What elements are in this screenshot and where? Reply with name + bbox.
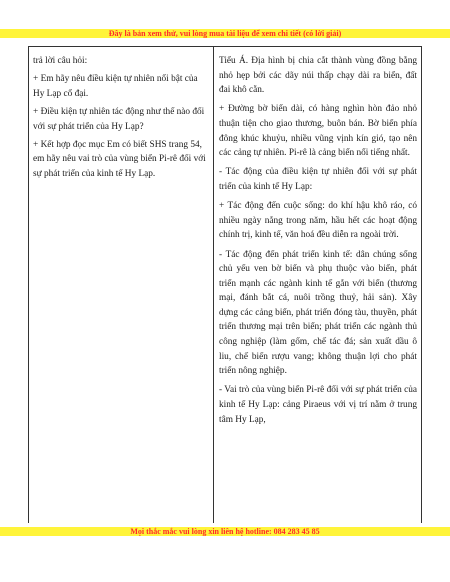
- column-divider: [213, 47, 214, 523]
- right-column: [219, 54, 417, 432]
- hotline-banner: [0, 527, 450, 536]
- right-paragraph: - Tác động đến phát triển kinh tế: dân chúng sống chủ yếu ven bờ biển và phụ thuộc vào biển, phát triển mạnh các ngành kinh tế gắn với biển (thương mại, đánh bắt cá, nuôi trồng thuỷ, hải sản). Xây dựng các cảng biển, phát triển đóng tàu, thuyền, phát triển thương mại trên biển; phát triển các ngành thủ công nghiệp (làm gốm, chế tác đá; sản xuất dầu ô liu, chế biến rượu vang; không thuận lợi cho phát triển nông nghiệp.: [219, 249, 417, 377]
- left-paragraph: + Em hãy nêu điều kiện tự nhiên nổi bật của Hy Lạp cổ đại.: [33, 74, 198, 99]
- hotline-banner-text: Mọi thắc mắc vui lòng xin liên hệ hotline: 084 283 45 85: [130, 527, 320, 536]
- content-table: [28, 46, 422, 523]
- left-paragraph: + Điều kiện tự nhiên tác động như thế nào đối với sự phát triển của Hy Lạp?: [33, 106, 205, 132]
- left-column: [33, 54, 207, 185]
- right-paragraph: - Vai trò của vùng biển Pi-rê đối với sự phát triển của kinh tế Hy Lạp: cảng Piraeus với vị trí nằm ở trung tâm Hy Lạp,: [219, 385, 417, 425]
- preview-banner-text: Đây là bản xem thử, vui lòng mua tài liệu để xem chi tiết (có lời giải): [108, 29, 342, 38]
- right-paragraph: + Đường bờ biển dài, có hàng nghìn hòn đảo nhỏ thuận tiện cho giao thương, buôn bán. Bờ biển phía đông khúc khuỷu, nhiều vũng vịnh kín gió, tạo nên các cảng tự nhiên. Pi-rê là cảng biển nổi tiếng nhất.: [219, 104, 417, 159]
- preview-banner: [0, 29, 450, 38]
- left-paragraph: trả lời câu hỏi:: [33, 56, 88, 66]
- right-paragraph: Tiểu Á. Địa hình bị chia cắt thành vùng đồng bằng nhỏ hẹp bởi các dãy núi thấp chạy dài ra biển, đất đai khô cằn.: [219, 56, 417, 96]
- right-paragraph: - Tác động của điều kiện tự nhiên đối với sự phát triển của kinh tế Hy Lạp:: [219, 167, 417, 192]
- left-paragraph: + Kết hợp đọc mục Em có biết SHS trang 54, em hãy nêu vai trò của vùng biển Pi-rê đối với sự phát triển của kinh tế Hy Lạp.: [33, 139, 206, 179]
- right-paragraph: + Tác động đến cuộc sống: do khí hậu khô ráo, có nhiều ngày nắng trong năm, hầu hết các hoạt động chính trị, kinh tế, văn hoá đều diễn ra ngoài trời.: [219, 201, 417, 241]
